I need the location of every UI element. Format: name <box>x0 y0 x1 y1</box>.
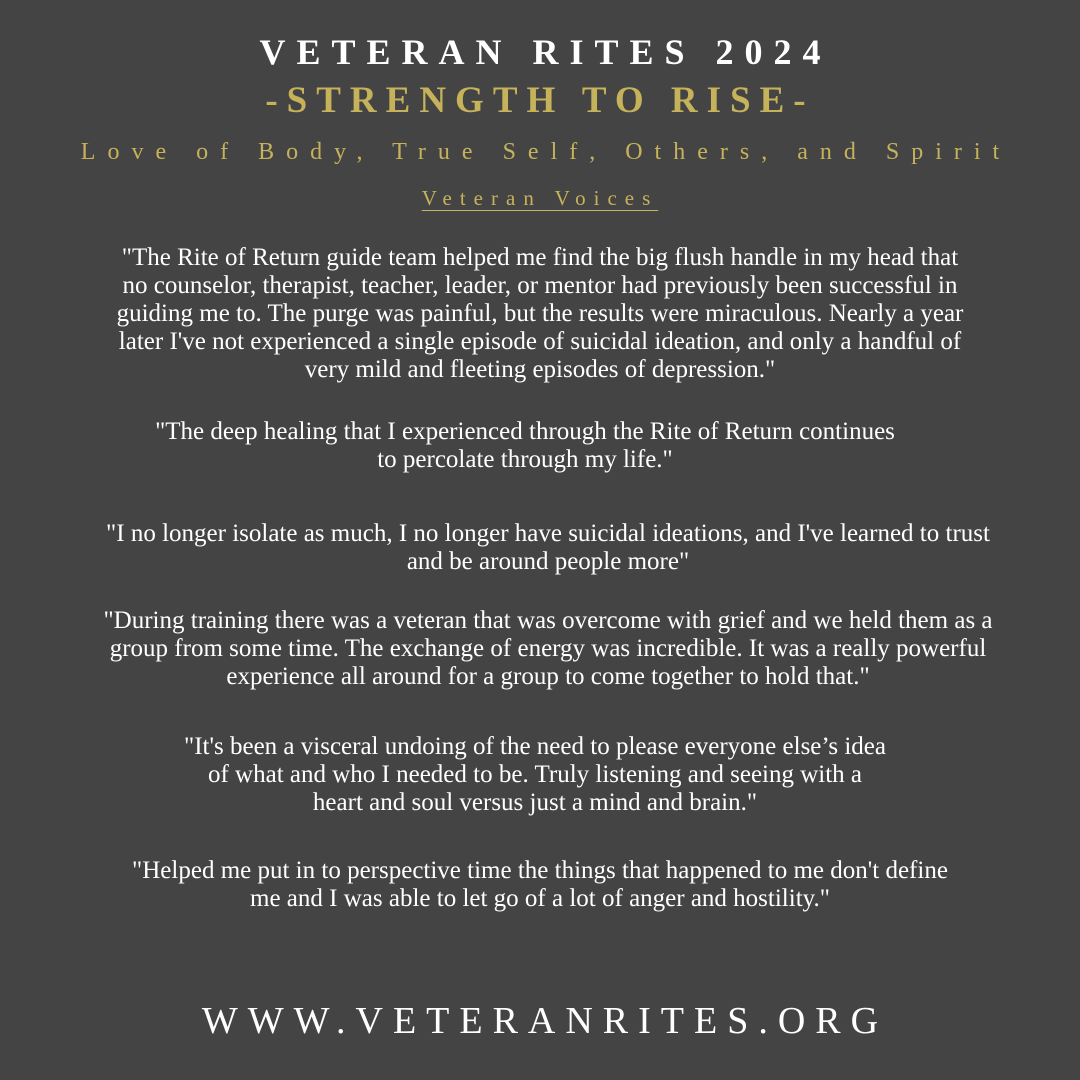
website-url: WWW.VETERANRITES.ORG <box>201 1000 889 1042</box>
testimonial-quote: "The deep healing that I experienced through the Rite of Return continues to percolate through my life." <box>155 418 895 473</box>
page-subtitle: -STRENGTH TO RISE- <box>265 80 815 121</box>
testimonial-quote: "I no longer isolate as much, I no longer have suicidal ideations, and I've learned to trust and be around people more" <box>106 520 990 575</box>
testimonial-quote: "It's been a visceral undoing of the need to please everyone else’s idea of what and who I needed to be. Truly listening and seeing with a heart and soul versus just a mind and brain." <box>184 733 886 816</box>
page-title: VETERAN RITES 2024 <box>259 32 832 72</box>
section-heading <box>0 183 1080 213</box>
testimonial-quote: "Helped me put in to perspective time the things that happened to me don't define me and I was able to let go of a lot of anger and hostility." <box>132 857 948 912</box>
tagline: Love of Body, True Self, Others, and Spirit <box>80 139 1012 165</box>
testimonial-quote: "During training there was a veteran that was overcome with grief and we held them as a group from some time. The exchange of energy was incredible. It was a really powerful experience all around for a group to come together to hold that." <box>103 607 993 690</box>
testimonial-quote: "The Rite of Return guide team helped me find the big flush handle in my head that no counselor, therapist, teacher, leader, or mentor had previously been successful in guiding me to. The purge was painful, but the results were miraculous. Nearly a year later I've not experienced a single episode of suicidal ideation, and only a handful of very mild and fleeting episodes of depression." <box>116 244 964 383</box>
section-heading-label: Veteran Voices <box>421 186 659 210</box>
